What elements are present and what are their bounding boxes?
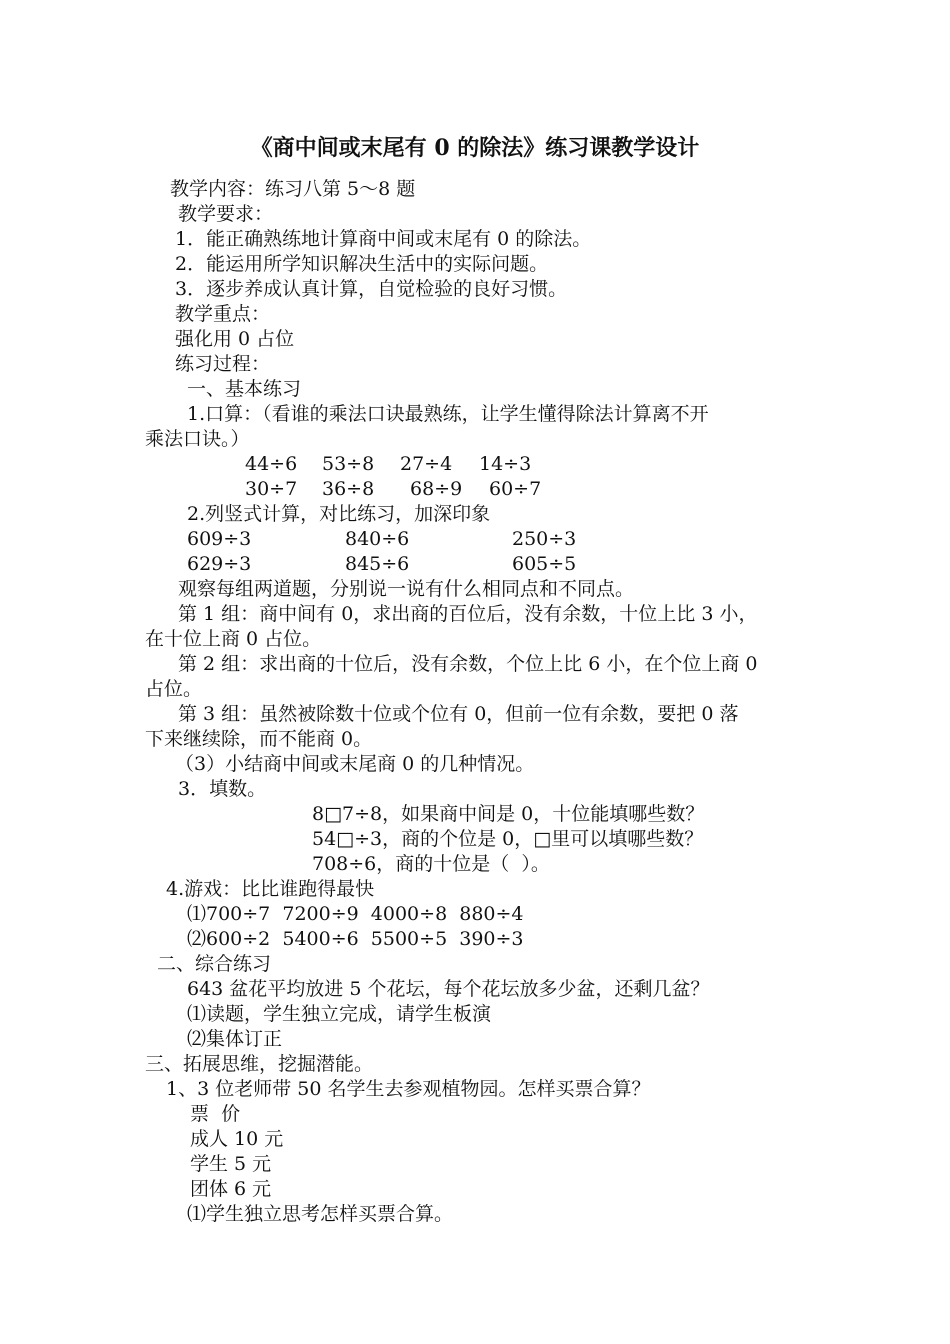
section-2-step-2: ⑵集体订正 bbox=[187, 1028, 283, 1050]
vertical-item: 605÷5 bbox=[512, 553, 577, 575]
oral-item: 14÷3 bbox=[479, 453, 532, 475]
oral-calc-line-1: 1.口算：（看谁的乘法口诀最熟练，让学生懂得除法计算离不开 bbox=[187, 403, 709, 425]
oral-item: 68÷9 bbox=[410, 478, 463, 500]
group-2-line-1: 第 2 组：求出商的十位后，没有余数，个位上比 6 小，在个位上商 0 bbox=[178, 653, 758, 675]
key-point-heading: 教学重点： bbox=[175, 303, 271, 325]
document-title: 《商中间或末尾有 0 的除法》练习课教学设计 bbox=[250, 135, 700, 161]
fill-item-1: 8□7÷8，如果商中间是 0，十位能填哪些数？ bbox=[312, 803, 705, 825]
section-2-problem: 643 盆花平均放进 5 个花坛，每个花坛放多少盆，还剩几盆？ bbox=[187, 978, 710, 1000]
vertical-item: 609÷3 bbox=[187, 528, 252, 550]
section-3-problem: 1、3 位老师带 50 名学生去参观植物园。怎样买票合算？ bbox=[166, 1078, 651, 1100]
oral-item: 30÷7 bbox=[245, 478, 298, 500]
game-heading: 4.游戏：比比谁跑得最快 bbox=[166, 878, 375, 900]
section-2-step-1: ⑴读题，学生独立完成，请学生板演 bbox=[187, 1003, 492, 1025]
fill-item-3: 708÷6，商的十位是（ ）。 bbox=[312, 853, 550, 875]
section-1-heading: 一、基本练习 bbox=[187, 378, 302, 400]
summary-text: （3）小结商中间或末尾商 0 的几种情况。 bbox=[175, 753, 535, 775]
price-adult: 成人 10 元 bbox=[190, 1128, 284, 1150]
oral-item: 27÷4 bbox=[400, 453, 453, 475]
group-1-line-1: 第 1 组：商中间有 0，求出商的百位后，没有余数，十位上比 3 小， bbox=[178, 603, 758, 625]
observe-text: 观察每组两道题，分别说一说有什么相同点和不同点。 bbox=[178, 578, 635, 600]
group-3-line-1: 第 3 组：虽然被除数十位或个位有 0，但前一位有余数，要把 0 落 bbox=[178, 703, 739, 725]
oral-calc-line-2: 乘法口诀。） bbox=[145, 428, 250, 450]
price-student: 学生 5 元 bbox=[190, 1153, 272, 1175]
key-point-text: 强化用 0 占位 bbox=[175, 328, 295, 350]
vertical-item: 629÷3 bbox=[187, 553, 252, 575]
requirement-2: 2．能运用所学知识解决生活中的实际问题。 bbox=[175, 253, 549, 275]
requirements-heading: 教学要求： bbox=[178, 203, 274, 225]
oral-item: 60÷7 bbox=[489, 478, 542, 500]
vertical-item: 845÷6 bbox=[345, 553, 410, 575]
fill-heading: 3．填数。 bbox=[178, 778, 267, 800]
group-2-line-2: 占位。 bbox=[145, 678, 203, 700]
process-heading: 练习过程： bbox=[175, 353, 271, 375]
group-3-line-2: 下来继续除，而不能商 0。 bbox=[145, 728, 373, 750]
oral-item: 36÷8 bbox=[322, 478, 375, 500]
teaching-content: 教学内容：练习八第 5～8 题 bbox=[170, 178, 416, 200]
requirement-3: 3．逐步养成认真计算，自觉检验的良好习惯。 bbox=[175, 278, 568, 300]
vertical-calc-heading: 2.列竖式计算，对比练习，加深印象 bbox=[187, 503, 491, 525]
game-row-1: ⑴700÷7 7200÷9 4000÷8 880÷4 bbox=[187, 903, 524, 925]
section-2-heading: 二、综合练习 bbox=[157, 953, 272, 975]
price-group: 团体 6 元 bbox=[190, 1178, 272, 1200]
fill-item-2: 54□÷3，商的个位是 0，□里可以填哪些数？ bbox=[312, 828, 704, 850]
group-1-line-2: 在十位上商 0 占位。 bbox=[145, 628, 322, 650]
vertical-item: 840÷6 bbox=[345, 528, 410, 550]
ticket-price-heading: 票 价 bbox=[190, 1103, 241, 1125]
oral-item: 44÷6 bbox=[245, 453, 298, 475]
requirement-1: 1．能正确熟练地计算商中间或末尾有 0 的除法。 bbox=[175, 228, 592, 250]
game-row-2: ⑵600÷2 5400÷6 5500÷5 390÷3 bbox=[187, 928, 524, 950]
vertical-item: 250÷3 bbox=[512, 528, 577, 550]
oral-item: 53÷8 bbox=[322, 453, 375, 475]
section-3-heading: 三、拓展思维，挖掘潜能。 bbox=[145, 1053, 374, 1075]
section-3-step-1: ⑴学生独立思考怎样买票合算。 bbox=[187, 1203, 454, 1225]
